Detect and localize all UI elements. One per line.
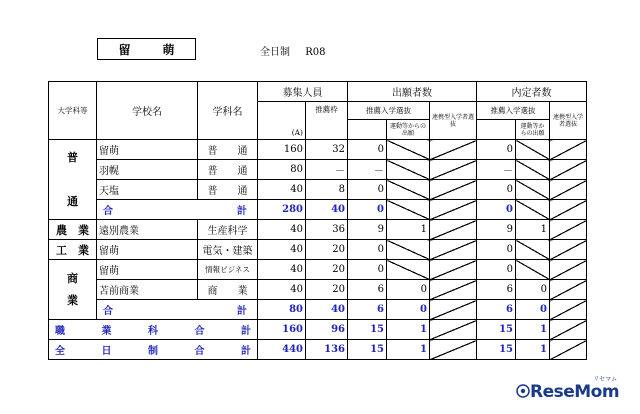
commerce-total-row: 合 計 80 40 6 0 6 0	[49, 300, 587, 320]
subtitle-type: 全日制	[260, 47, 290, 58]
header-adm-from-outside: 運動等からの出願	[516, 120, 550, 140]
header-app-recommend-main	[348, 120, 387, 140]
header-recommend-quota: 推薦枠	[306, 102, 348, 140]
fulltime-total-row: 全 日 制 合 計 440 136 15 1 15 1	[49, 340, 587, 360]
header-school-name: 学校名	[97, 82, 198, 140]
header-department-category: 大学科等	[49, 82, 97, 140]
header-admitted: 内定者数	[477, 82, 587, 102]
table-row: 苫前商業 商 業 40 20 6 0 6 0	[49, 280, 587, 300]
header-app-from-outside: 運動等からの出願	[387, 120, 430, 140]
category-industry: 工 業	[49, 240, 97, 260]
table-row: 普 通 留萌 普 通 160 32 0 0	[49, 140, 587, 160]
general-total-row: 合 計 280 40 0 0	[49, 200, 587, 220]
category-commerce: 商 業	[49, 260, 97, 320]
header-app-recommend: 推薦入学選抜	[348, 102, 430, 120]
resemom-logo-icon	[516, 384, 530, 398]
category-agriculture: 農 業	[49, 220, 97, 240]
table-row: 羽幌 普 通 80 － － －	[49, 160, 587, 180]
category-general: 普 通	[49, 140, 97, 220]
header-recruit-a: (A)	[258, 102, 306, 140]
subtitle-year: R08	[305, 47, 326, 58]
subtitle	[260, 43, 325, 58]
header-applicants: 出願者数	[348, 82, 477, 102]
table-row: 天塩 普 通 40 8 0 0	[49, 180, 587, 200]
admission-table	[48, 81, 587, 360]
header-recruit: 募集人員	[258, 82, 348, 102]
header-row-1	[49, 82, 587, 102]
page-title: 留 萌	[97, 38, 196, 60]
table-row: 工 業 留萌 電気・建築 40 20 0 0	[49, 240, 587, 260]
table-row: 農 業 遠別農業 生産科学 40 36 9 1 9 1	[49, 220, 587, 240]
resemom-logo: ReseMom リセマム	[530, 376, 620, 402]
header-adm-linked: 連携型入学者選抜	[550, 102, 587, 140]
header-adm-recommend-main	[477, 120, 516, 140]
header-app-linked: 連携型入学者選抜	[430, 102, 477, 140]
vocational-total-row: 職 業 科 合 計 160 96 15 1 15 1	[49, 320, 587, 340]
header-adm-recommend: 推薦入学選抜	[477, 102, 550, 120]
table-row: 商 業 留萌 情報ビジネス 40 20 0 0	[49, 260, 587, 280]
header-course-name: 学科名	[198, 82, 258, 140]
